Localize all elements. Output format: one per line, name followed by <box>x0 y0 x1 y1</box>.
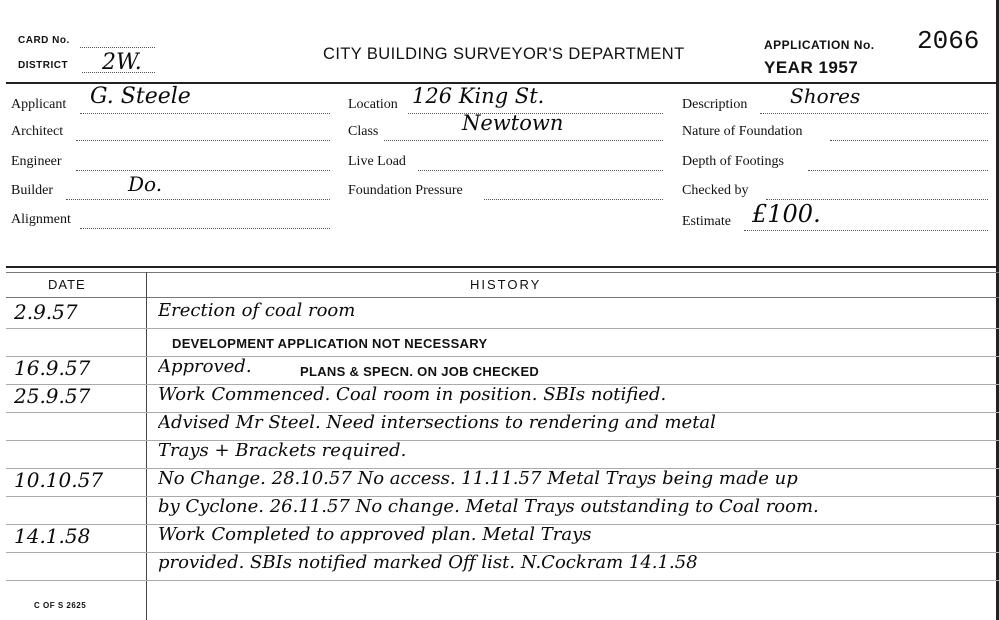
builder-label: Builder <box>11 183 53 198</box>
district-value: 2W. <box>102 50 142 75</box>
checked-by-label: Checked by <box>682 183 749 198</box>
applicant-value: G. Steele <box>90 84 191 109</box>
history-typed-note: PLANS & SPECN. ON JOB CHECKED <box>300 364 540 379</box>
history-date: 10.10.57 <box>14 468 104 492</box>
year-label: YEAR 1957 <box>764 58 859 77</box>
live-load-label: Live Load <box>348 154 406 169</box>
history-entry: Advised Mr Steel. Need intersections to rendering and metal <box>158 412 716 433</box>
location-value: 126 King St. <box>412 84 545 108</box>
history-column-header: HISTORY <box>470 277 542 292</box>
history-entry: Work Completed to approved plan. Metal Trays <box>158 524 592 545</box>
engineer-label: Engineer <box>11 154 62 169</box>
nature-of-foundation-label: Nature of Foundation <box>682 124 803 139</box>
depth-of-footings-label: Depth of Footings <box>682 154 784 169</box>
form-code: C OF S 2625 <box>34 601 87 610</box>
history-date: 25.9.57 <box>14 384 91 408</box>
department-title: CITY BUILDING SURVEYOR'S DEPARTMENT <box>323 45 685 63</box>
history-entry: DEVELOPMENT APPLICATION NOT NECESSARY <box>172 336 488 351</box>
history-entry: No Change. 28.10.57 No access. 11.11.57 Metal Trays being made up <box>158 468 798 489</box>
history-date: 2.9.57 <box>14 300 78 324</box>
history-entry: Erection of coal room <box>158 300 356 321</box>
history-entry: Approved. <box>158 356 252 377</box>
history-entry: by Cyclone. 26.11.57 No change. Metal Trays outstanding to Coal room. <box>158 496 819 517</box>
class-label: Class <box>348 124 379 139</box>
application-number: 2066 <box>917 26 980 56</box>
applicant-label: Applicant <box>11 97 67 112</box>
history-date: 16.9.57 <box>14 356 91 380</box>
class-value: Newtown <box>462 111 564 135</box>
description-label: Description <box>682 97 748 112</box>
architect-label: Architect <box>11 124 64 139</box>
history-date: 14.1.58 <box>14 524 91 548</box>
estimate-value: £100. <box>752 200 821 228</box>
builder-value: Do. <box>128 172 163 196</box>
history-entry: provided. SBIs notified marked Off list. N.Cockram 14.1.58 <box>158 552 698 573</box>
card-no-label: CARD No. <box>18 35 70 46</box>
history-entry: Work Commenced. Coal room in position. SBIs notified. <box>158 384 667 405</box>
location-label: Location <box>348 97 398 112</box>
foundation-pressure-label: Foundation Pressure <box>348 183 463 198</box>
date-column-header: DATE <box>48 277 86 292</box>
description-value: Shores <box>790 84 861 108</box>
district-label: DISTRICT <box>18 60 69 71</box>
application-label: APPLICATION No. <box>764 38 875 52</box>
alignment-label: Alignment <box>11 212 71 227</box>
estimate-label: Estimate <box>682 214 731 229</box>
history-entry: Trays + Brackets required. <box>158 440 407 461</box>
